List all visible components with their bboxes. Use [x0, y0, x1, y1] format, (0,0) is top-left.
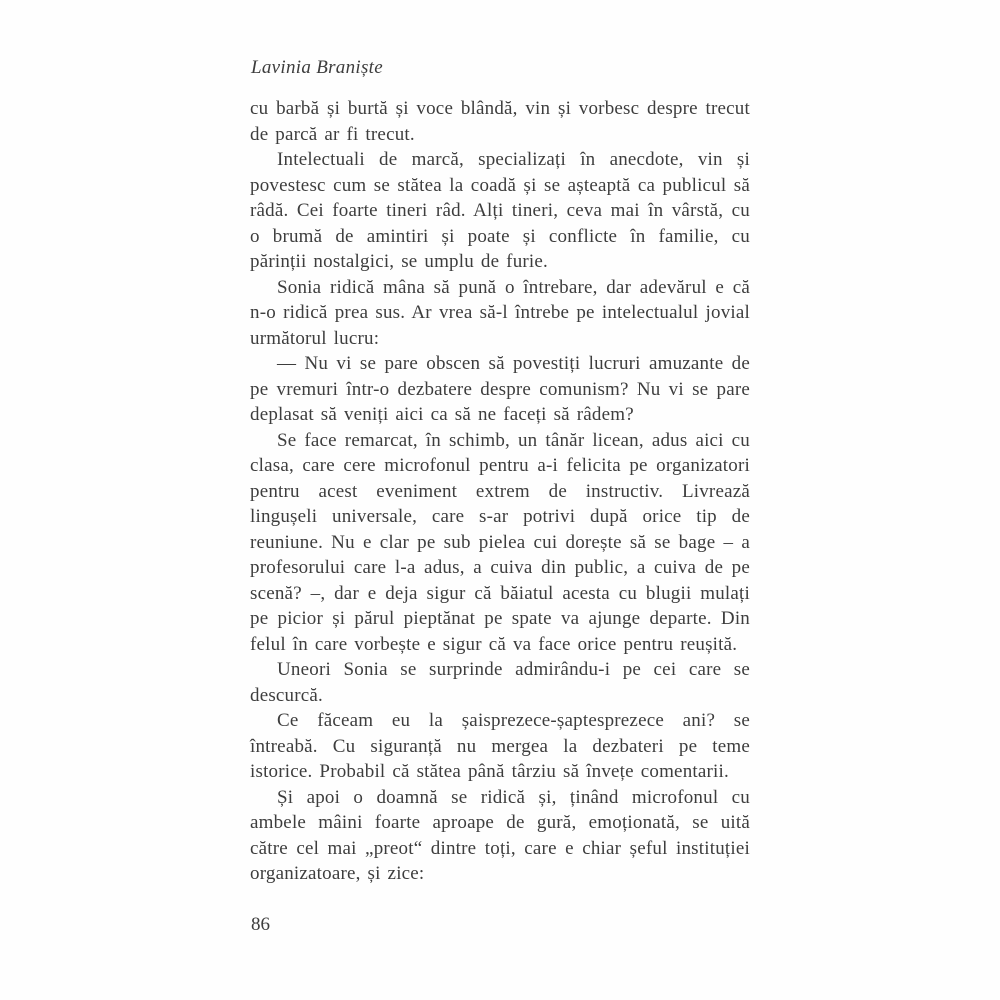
- text-block: [250, 56, 750, 887]
- paragraph: Sonia ridică mâna să pună o întrebare, dar adevărul e că n-o ridică prea sus. Ar vrea să-l întrebe pe intelectualul jovial următorul lucru:: [250, 276, 750, 349]
- paragraph: cu barbă și burtă și voce blândă, vin și vorbesc despre trecut de parcă ar fi trecut.: [250, 98, 750, 145]
- paragraph: Uneori Sonia se surprinde admirându-i pe cei care se descurcă.: [250, 659, 750, 706]
- paragraph: — Nu vi se pare obscen să povestiți lucruri amuzante de pe vremuri într-o dezbatere despre comunism? Nu vi se pare deplasat să veniți aici ca să ne faceți să râdem?: [250, 353, 750, 425]
- paragraph: Ce făceam eu la șaisprezece-șaptesprezece ani? se întreabă. Cu siguranță nu mergea la dezbateri pe teme istorice. Probabil că stătea până târziu să învețe comentarii.: [250, 710, 750, 782]
- page-number: 86: [251, 914, 270, 935]
- paragraph: Și apoi o doamnă se ridică și, ținând microfonul cu ambele mâini foarte aproape de gură, emoționată, se uită către cel mai „preot“ dintre toți, care e chiar șeful instituției organizatoare, și zice:: [250, 786, 750, 884]
- running-header-author: Lavinia Braniște: [251, 57, 383, 78]
- paragraph: Intelectuali de marcă, specializați în anecdote, vin și povestesc cum se stătea la coadă și se așteaptă ca publicul să râdă. Cei foarte tineri râd. Alți tineri, ceva mai în vârstă, cu o brumă de amintiri și poate și conflicte în familie, cu părinții nostalgici, se umplu de furie.: [250, 149, 750, 272]
- paragraph: Se face remarcat, în schimb, un tânăr licean, adus aici cu clasa, care cere microfonul pentru a-i felicita pe organizatori pentru acest eveniment extrem de instructiv. Livrează lingușeli universale, care s-ar potrivi după orice tip de reuniune. Nu e clar pe sub pielea cui dorește să se bage – a profesorului care l-a adus, a cuiva din public, a cuiva de pe scenă? –, dar e deja sigur că băiatul acesta cu blugii mulați pe picior și părul pieptănat pe spate va ajunge departe. Din felul în care vorbește e sigur că va face orice pentru reușită.: [250, 429, 750, 655]
- body-text: [250, 96, 750, 887]
